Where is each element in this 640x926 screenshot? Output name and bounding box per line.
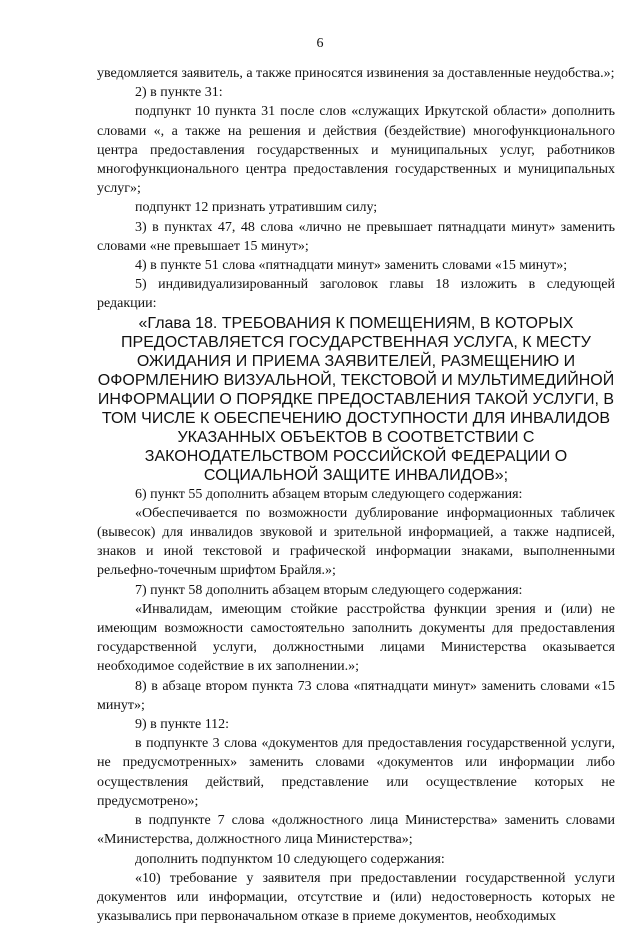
paragraph: подпункт 12 признать утратившим силу; (135, 200, 378, 216)
paragraph: 9) в пункте 112: (135, 717, 230, 733)
paragraph: 8) в абзаце втором пункта 73 слова «пятнадцати минут» заменить словами «15 минут»; (97, 678, 615, 713)
paragraph: «10) требование у заявителя при предоставлении государственной услуги документов или информации, отсутствие и (или) недостоверность которых не указывались при первоначальном отказе в приеме документов, необходимых (97, 870, 615, 925)
paragraph: 3) в пунктах 47, 48 слова «лично не превышает пятнадцати минут» заменить словами «не превышает 15 минут»; (97, 219, 615, 254)
paragraph: 7) пункт 58 дополнить абзацем вторым следующего содержания: (135, 582, 523, 598)
chapter-heading: «Глава 18. ТРЕБОВАНИЯ К ПОМЕЩЕНИЯМ, В КОТОРЫХ ПРЕДОСТАВЛЯЕТСЯ ГОСУДАРСТВЕННАЯ УСЛУГА, К МЕСТУ ОЖИДАНИЯ И ПРИЕМА ЗАЯВИТЕЛЕЙ, РАЗМЕЩЕНИЮ И ОФОРМЛЕНИЮ ВИЗУАЛЬНОЙ, ТЕКСТОВОЙ И МУЛЬТИМЕДИЙНОЙ ИНФОРМАЦИИ О ПОРЯДКЕ ПРЕДОСТАВЛЕНИЯ ТАКОЙ УСЛУГИ, В ТОМ ЧИСЛЕ К ОБЕСПЕЧЕНИЮ ДОСТУПНОСТИ ДЛЯ ИНВАЛИДОВ УКАЗАННЫХ ОБЪЕКТОВ В СООТВЕТСТВИИ С ЗАКОНОДАТЕЛЬСТВОМ РОССИЙСКОЙ ФЕДЕРАЦИИ О СОЦИАЛЬНОЙ ЗАЩИТЕ ИНВАЛИДОВ»; (97, 314, 615, 484)
paragraph: в подпункте 3 слова «документов для предоставления государственной услуги, не предусмотренных» заменить словами «документов или информации либо осуществления действий, представление или осуществление которых не предусмотрено»; (97, 736, 615, 809)
paragraph: в подпункте 7 слова «должностного лица Министерства» заменить словами «Министерства, должностного лица Министерства»; (97, 813, 615, 848)
paragraph: 6) пункт 55 дополнить абзацем вторым следующего содержания: (135, 486, 523, 502)
paragraph: «Обеспечивается по возможности дублирование информационных табличек (вывесок) для инвалидов звуковой и зрительной информацией, а также надписей, знаков и иной текстовой и графической информации знаками, выполненными рельефно-точечным шрифтом Брайля.»; (97, 505, 615, 579)
paragraph: 4) в пункте 51 слова «пятнадцати минут» заменить словами «15 минут»; (135, 258, 568, 274)
paragraph: 2) в пункте 31: (135, 85, 223, 101)
paragraph: 5) индивидуализированный заголовок главы 18 изложить в следующей редакции: (97, 277, 615, 312)
paragraph: «Инвалидам, имеющим стойкие расстройства функции зрения и (или) не имеющим возможности самостоятельно заполнить документы для предоставления государственной услуги, должностными лицами Министерства оказывается необходимое содействие в их заполнении.»; (97, 601, 615, 675)
paragraph: уведомляется заявитель, а также приносятся извинения за доставленные неудобства.»; (97, 66, 615, 81)
page-number: 6 (316, 36, 324, 51)
paragraph: дополнить подпунктом 10 следующего содержания: (135, 851, 445, 867)
paragraph: подпункт 10 пункта 31 после слов «служащих Иркутской области» дополнить словами «, а также на решения и действия (бездействие) многофункционального центра предоставления государственных и муниципальных услуг, работников многофункционального центра предоставления государственных и муниципальных услуг»; (97, 104, 615, 197)
document-body (97, 64, 615, 926)
